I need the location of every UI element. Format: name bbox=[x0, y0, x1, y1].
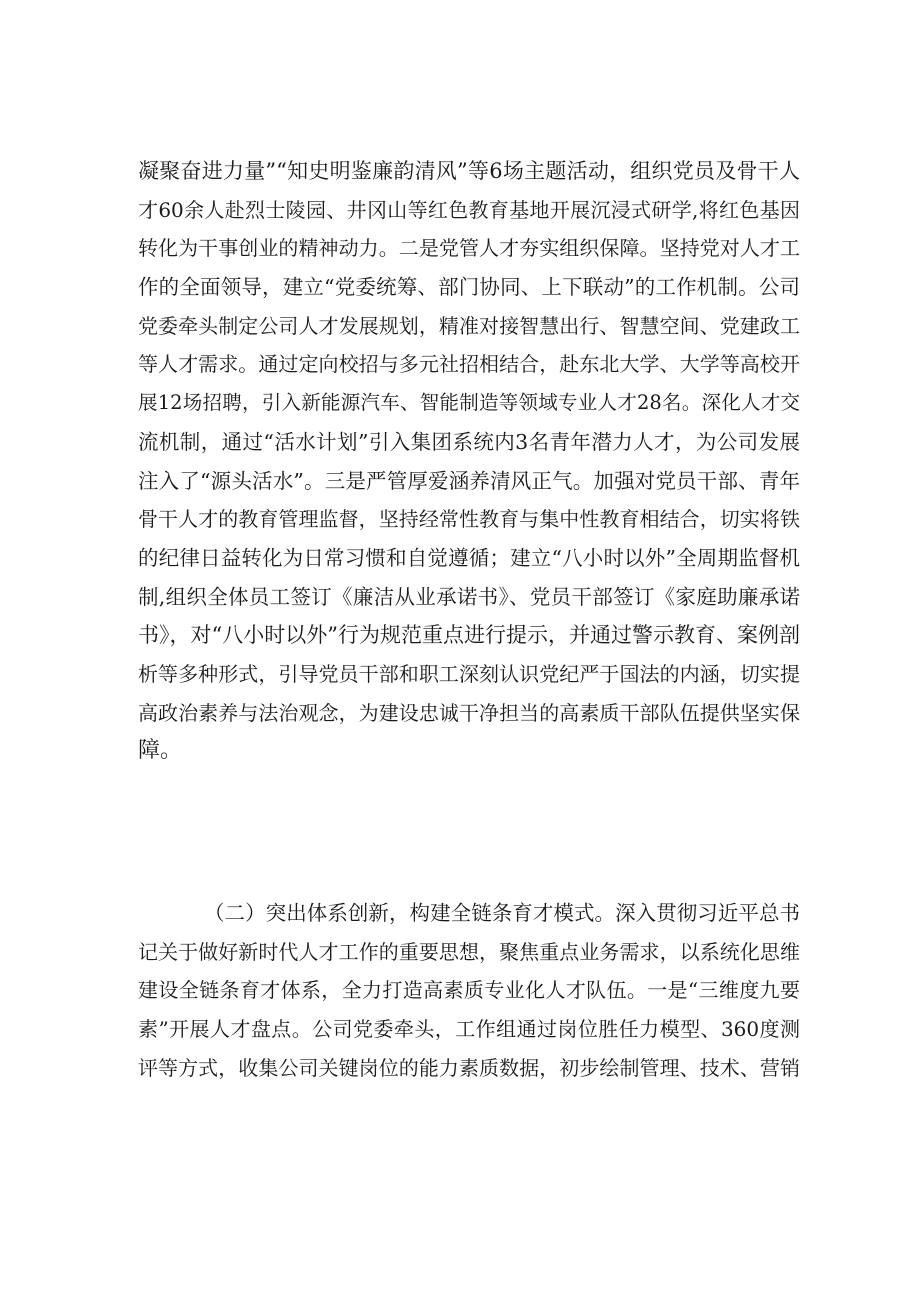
text-line: 转化为干事创业的精神动力。二是党管人才夯实组织保障。坚持党对人才工 bbox=[138, 236, 800, 261]
text-line: 的纪律日益转化为日常习惯和自觉遵循；建立“八小时以外”全周期监督机 bbox=[138, 545, 800, 570]
paragraph-system-innovation bbox=[138, 894, 800, 1087]
text-line: 党委牵头制定公司人才发展规划，精准对接智慧出行、智慧空间、党建政工 bbox=[138, 313, 800, 338]
text-line: 才60余人赴烈士陵园、井冈山等红色教育基地开展沉浸式研学,将红色基因 bbox=[138, 197, 800, 222]
text-line: 析等多种形式，引导党员干部和职工深刻认识党纪严于国法的内涵，切实提 bbox=[138, 661, 800, 686]
text-line: 展12场招聘，引入新能源汽车、智能制造等领域专业人才28名。深化人才交 bbox=[138, 391, 800, 415]
text-line: 障。 bbox=[138, 738, 183, 764]
section-heading-line: （二）突出体系创新，构建全链条育才模式。深入贯彻习近平总书 bbox=[204, 901, 800, 925]
text-line: 制,组织全体员工签订《廉洁从业承诺书》、党员干部签订《家庭助廉承诺 bbox=[138, 584, 800, 609]
text-line: 书》，对“八小时以外”行为规范重点进行提示，并通过警示教育、案例剖 bbox=[138, 623, 800, 648]
text-line: 高政治素养与法治观念，为建设忠诚干净担当的高素质干部队伍提供坚实保 bbox=[138, 700, 800, 725]
text-line: 凝聚奋进力量”“知史明鉴廉韵清风”等6场主题活动，组织党员及骨干人 bbox=[138, 159, 800, 183]
text-line: 骨干人才的教育管理监督，坚持经常性教育与集中性教育相结合，切实将铁 bbox=[138, 507, 800, 532]
paragraph-party-building bbox=[138, 152, 800, 771]
text-line: 作的全面领导，建立“党委统筹、部门协同、上下联动”的工作机制。公司 bbox=[138, 275, 800, 300]
text-line: 素”开展人才盘点。公司党委牵头，工作组通过岗位胜任力模型、360度测 bbox=[138, 1017, 800, 1042]
text-line: 建设全链条育才体系，全力打造高素质专业化人才队伍。一是“三维度九要 bbox=[138, 978, 800, 1003]
text-line: 流机制，通过“活水计划”引入集团系统内3名青年潜力人才，为公司发展 bbox=[138, 429, 800, 454]
text-line: 评等方式，收集公司关键岗位的能力素质数据，初步绘制管理、技术、营销 bbox=[138, 1055, 800, 1080]
text-line: 记关于做好新时代人才工作的重要思想，聚焦重点业务需求，以系统化思维 bbox=[138, 939, 800, 964]
text-line: 等人才需求。通过定向校招与多元社招相结合，赴东北大学、大学等高校开 bbox=[138, 352, 800, 377]
text-line: 注入了“源头活水”。三是严管厚爱涵养清风正气。加强对党员干部、青年 bbox=[138, 468, 800, 493]
